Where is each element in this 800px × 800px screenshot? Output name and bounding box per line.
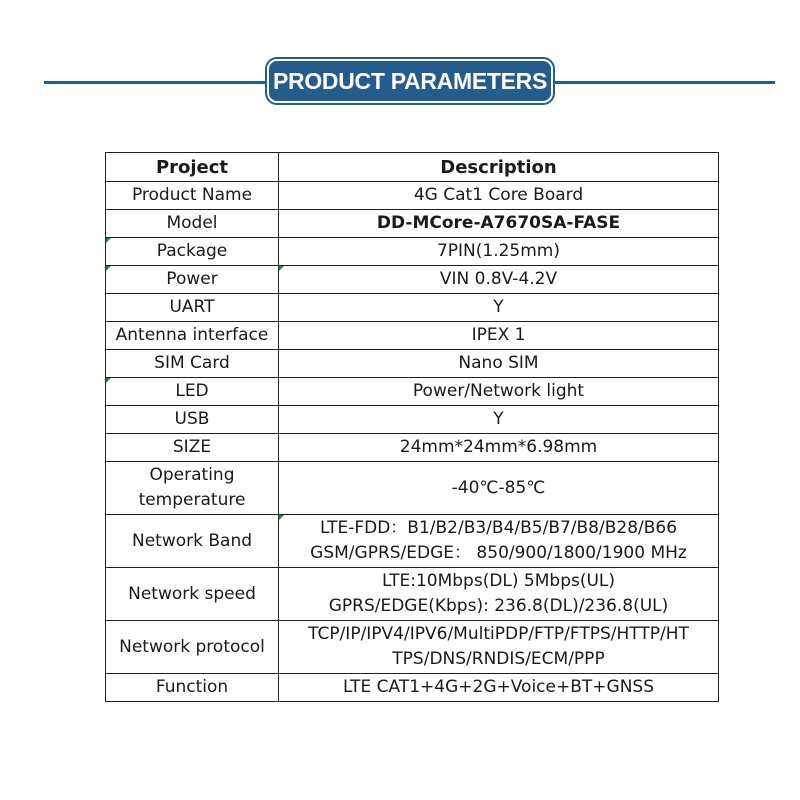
row-value: Power/Network light bbox=[279, 378, 719, 406]
table-row bbox=[106, 406, 719, 434]
cell-comment-marker bbox=[106, 378, 111, 383]
table-row bbox=[106, 674, 719, 702]
row-value-text: VIN 0.8V-4.2V bbox=[439, 269, 558, 289]
row-value: DD-MCore-A7670SA-FASE bbox=[279, 210, 719, 238]
row-value bbox=[279, 515, 719, 568]
row-value-line: GPRS/EDGE(Kbps): 236.8(DL)/236.8(UL) bbox=[328, 596, 669, 616]
row-value: 4G Cat1 Core Board bbox=[279, 182, 719, 210]
row-label bbox=[106, 378, 279, 406]
table-row bbox=[106, 294, 719, 322]
row-value: 7PIN(1.25mm) bbox=[279, 238, 719, 266]
row-value bbox=[279, 621, 719, 674]
row-value-line: LTE-FDD：B1/B2/B3/B4/B5/B7/B8/B28/B66 bbox=[319, 518, 678, 538]
cell-comment-marker bbox=[279, 515, 284, 520]
row-value: Y bbox=[279, 294, 719, 322]
product-parameters-table bbox=[105, 152, 719, 702]
row-label bbox=[106, 238, 279, 266]
table-row bbox=[106, 378, 719, 406]
row-label: Network speed bbox=[106, 568, 279, 621]
table-row bbox=[106, 266, 719, 294]
table-row bbox=[106, 434, 719, 462]
row-value bbox=[279, 266, 719, 294]
cell-comment-marker bbox=[279, 266, 284, 271]
table-row bbox=[106, 568, 719, 621]
row-label: Antenna interface bbox=[106, 322, 279, 350]
row-value-line: TCP/IP/IPV4/IPV6/MultiPDP/FTP/FTPS/HTTP/HT bbox=[308, 624, 689, 644]
row-label-text: Power bbox=[166, 269, 218, 289]
row-value-line: LTE:10Mbps(DL) 5Mbps(UL) bbox=[381, 571, 616, 591]
row-label: Operating temperature bbox=[106, 462, 279, 515]
row-label-text: Package bbox=[156, 241, 228, 261]
column-header-description: Description bbox=[279, 153, 719, 182]
row-label: Network Band bbox=[106, 515, 279, 568]
row-label: Model bbox=[106, 210, 279, 238]
row-label: UART bbox=[106, 294, 279, 322]
table-row bbox=[106, 182, 719, 210]
row-value bbox=[279, 568, 719, 621]
row-value: Y bbox=[279, 406, 719, 434]
row-value-line: TPS/DNS/RNDIS/ECM/PPP bbox=[392, 649, 605, 669]
header-divider-right bbox=[549, 81, 775, 84]
cell-comment-marker bbox=[106, 266, 111, 271]
row-label: SIZE bbox=[106, 434, 279, 462]
table-row bbox=[106, 462, 719, 515]
row-value: LTE CAT1+4G+2G+Voice+BT+GNSS bbox=[279, 674, 719, 702]
row-label: USB bbox=[106, 406, 279, 434]
cell-comment-marker bbox=[106, 238, 111, 243]
table-row bbox=[106, 322, 719, 350]
page-title: PRODUCT PARAMETERS bbox=[267, 59, 553, 103]
row-value: -40℃-85℃ bbox=[279, 462, 719, 515]
row-label bbox=[106, 266, 279, 294]
row-value: Nano SIM bbox=[279, 350, 719, 378]
row-label: SIM Card bbox=[106, 350, 279, 378]
header-divider-left bbox=[44, 81, 271, 84]
row-label: Product Name bbox=[106, 182, 279, 210]
table-header-row bbox=[106, 153, 719, 182]
row-label: Network protocol bbox=[106, 621, 279, 674]
table-row bbox=[106, 210, 719, 238]
table-row bbox=[106, 621, 719, 674]
row-value: IPEX 1 bbox=[279, 322, 719, 350]
table-row bbox=[106, 350, 719, 378]
row-value: 24mm*24mm*6.98mm bbox=[279, 434, 719, 462]
row-label-text: LED bbox=[175, 381, 209, 401]
row-label: Function bbox=[106, 674, 279, 702]
column-header-project: Project bbox=[106, 153, 279, 182]
table-row bbox=[106, 238, 719, 266]
row-value-line: GSM/GPRS/EDGE： 850/900/1800/1900 MHz bbox=[310, 543, 687, 563]
table-row bbox=[106, 515, 719, 568]
